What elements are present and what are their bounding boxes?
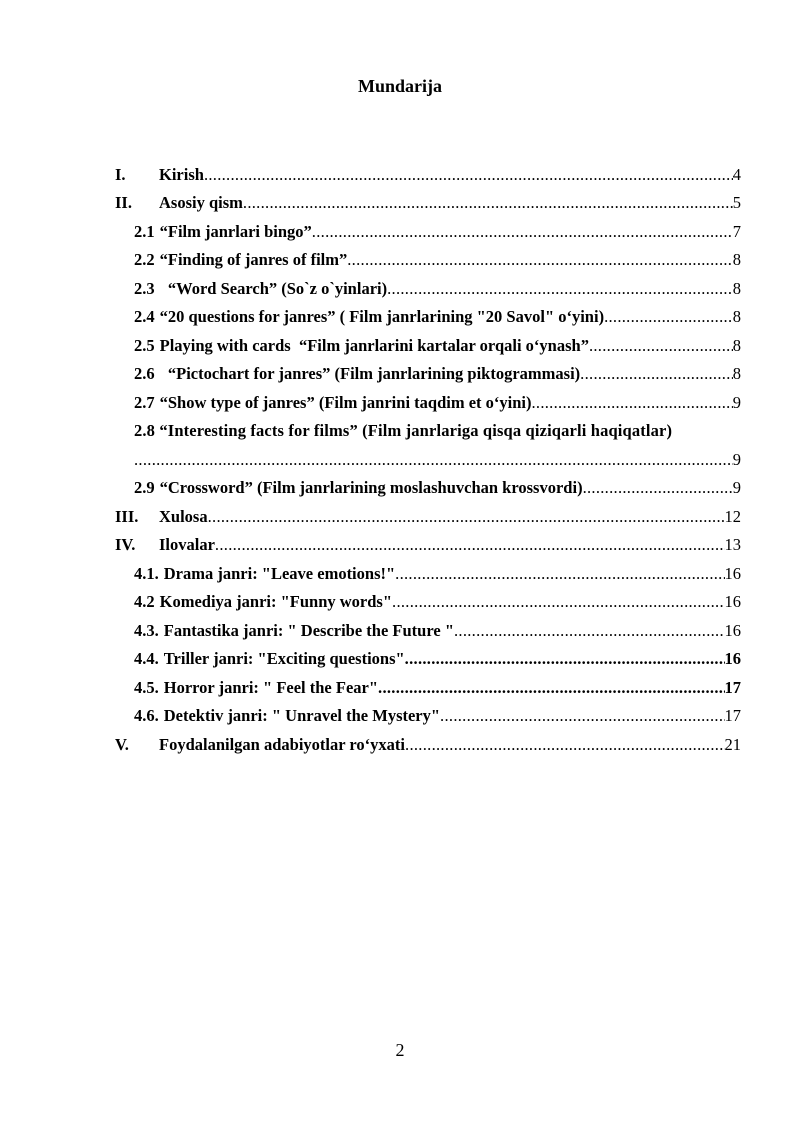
toc-page: 16	[724, 592, 741, 611]
toc-leader	[395, 564, 724, 584]
toc-leader	[208, 507, 725, 527]
toc-title: “Finding of janres of film”	[159, 250, 348, 269]
toc-number: 4.6.	[134, 706, 159, 725]
toc-leader	[387, 279, 733, 299]
toc-entry[interactable]	[115, 612, 741, 641]
toc-leader	[454, 621, 725, 641]
toc-number: II.	[115, 193, 132, 212]
toc-title: Foydalanilgan adabiyotlar ro‘yxati	[159, 734, 406, 754]
toc-entry-continuation[interactable]	[115, 441, 741, 470]
toc-entry[interactable]	[115, 156, 741, 185]
toc-leader	[378, 678, 724, 698]
toc-title: “Show type of janres” (Film janrini taqdim et o‘yini)	[159, 392, 532, 412]
toc-number: 2.1	[134, 221, 155, 241]
toc-number: 2.4	[134, 307, 155, 326]
toc-title: Horror janri: " Feel the Fear"	[163, 677, 379, 697]
toc-page: 21	[724, 734, 741, 754]
toc-title: Ilovalar	[159, 535, 215, 554]
toc-leader	[531, 393, 732, 413]
toc-page: 17	[724, 706, 741, 725]
toc-entry[interactable]	[115, 242, 741, 271]
toc-leader	[204, 165, 733, 185]
toc-number: 2.7	[134, 392, 155, 412]
toc-entry[interactable]	[115, 213, 741, 242]
toc-page: 8	[732, 335, 741, 355]
toc-number: 4.5.	[134, 677, 159, 697]
toc-number: 4.4.	[134, 649, 159, 668]
toc-number: 2.8	[134, 421, 156, 440]
toc-leader	[215, 535, 725, 555]
toc-entry[interactable]	[115, 185, 741, 214]
toc-entry[interactable]	[115, 384, 741, 413]
toc-leader	[589, 336, 733, 356]
toc-title: “Word Search” (So`z o`yinlari)	[159, 278, 388, 298]
toc-title: “Pictochart for janres” (Film janrlarining piktogrammasi)	[159, 364, 581, 383]
toc-page: 5	[732, 193, 741, 212]
toc-leader	[243, 193, 733, 213]
toc-page: 12	[724, 506, 741, 526]
toc-entry[interactable]	[115, 299, 741, 328]
toc-title: Playing with cards “Film janrlarini kartalar orqali o‘ynash”	[159, 335, 589, 355]
toc-number: V.	[115, 734, 129, 754]
toc-title: Detektiv janri: " Unravel the Mystery"	[163, 706, 441, 725]
toc-number: 4.2	[134, 592, 155, 611]
toc-number: 2.5	[134, 335, 155, 355]
toc-leader	[405, 735, 724, 755]
toc-page: 9	[732, 392, 741, 412]
toc-title: Fantastika janri: " Describe the Future "	[163, 620, 454, 640]
toc-entry[interactable]	[115, 470, 741, 499]
toc-page: 9	[732, 478, 741, 497]
toc-leader	[134, 450, 733, 470]
toc-number: 2.6	[134, 364, 155, 383]
page-title: Mundarija	[357, 76, 442, 96]
toc-number: 4.3.	[134, 620, 159, 640]
toc-number: III.	[115, 506, 139, 526]
toc-leader	[405, 649, 725, 669]
toc-number: 4.1.	[134, 563, 159, 583]
toc-title: Asosiy qism	[159, 193, 243, 212]
toc-entry[interactable]	[115, 641, 741, 670]
toc-page: 16	[724, 620, 741, 640]
toc-title: Kirish	[159, 164, 204, 184]
toc-page: 17	[724, 677, 741, 697]
toc-entry[interactable]	[115, 584, 741, 613]
toc-entry[interactable]	[115, 555, 741, 584]
toc-page: 8	[732, 278, 741, 298]
toc-number: 2.2	[134, 250, 155, 269]
toc-number: I.	[115, 164, 126, 184]
toc-title: “Interesting facts for films” (Film janrlariga qisqa qiziqarli haqiqatlar)	[155, 421, 673, 440]
toc-number: IV.	[115, 535, 136, 554]
toc-page: 9	[732, 449, 741, 469]
toc-page: 8	[732, 364, 741, 383]
toc-page: 8	[732, 250, 741, 269]
toc-entry[interactable]	[115, 698, 741, 727]
toc-page: 4	[732, 164, 741, 184]
toc-page: 8	[732, 307, 741, 326]
toc-entry[interactable]	[115, 498, 741, 527]
toc-leader	[580, 364, 733, 384]
table-of-contents	[115, 156, 741, 755]
toc-number: 2.9	[134, 478, 155, 497]
toc-entry[interactable]	[115, 726, 741, 755]
toc-leader	[392, 592, 724, 612]
toc-leader	[583, 478, 733, 498]
toc-leader	[440, 706, 724, 726]
toc-title: “20 questions for janres” ( Film janrlarining "20 Savol" o‘yini)	[159, 307, 605, 326]
toc-leader	[347, 250, 733, 270]
toc-page: 7	[732, 221, 741, 241]
toc-title: Komediya janri: "Funny words"	[159, 592, 393, 611]
toc-entry[interactable]	[115, 669, 741, 698]
toc-leader	[604, 307, 733, 327]
toc-page: 16	[724, 563, 741, 583]
toc-leader	[312, 222, 733, 242]
toc-entry-wrapped[interactable]	[115, 413, 741, 442]
toc-title: Drama janri: "Leave emotions!"	[163, 563, 396, 583]
toc-title: Triller janri: "Exciting questions"	[163, 649, 405, 668]
toc-title: Xulosa	[159, 506, 208, 526]
toc-title: “Crossword” (Film janrlarining moslashuvchan krossvordi)	[159, 478, 583, 497]
toc-page: 16	[724, 649, 741, 668]
toc-page: 13	[724, 535, 741, 554]
page-number: 2	[395, 1040, 405, 1060]
toc-title: “Film janrlari bingo”	[159, 221, 312, 241]
toc-entry[interactable]	[115, 527, 741, 556]
toc-entry[interactable]	[115, 327, 741, 356]
toc-entry[interactable]	[115, 270, 741, 299]
toc-entry[interactable]	[115, 356, 741, 385]
toc-number: 2.3	[134, 278, 155, 298]
